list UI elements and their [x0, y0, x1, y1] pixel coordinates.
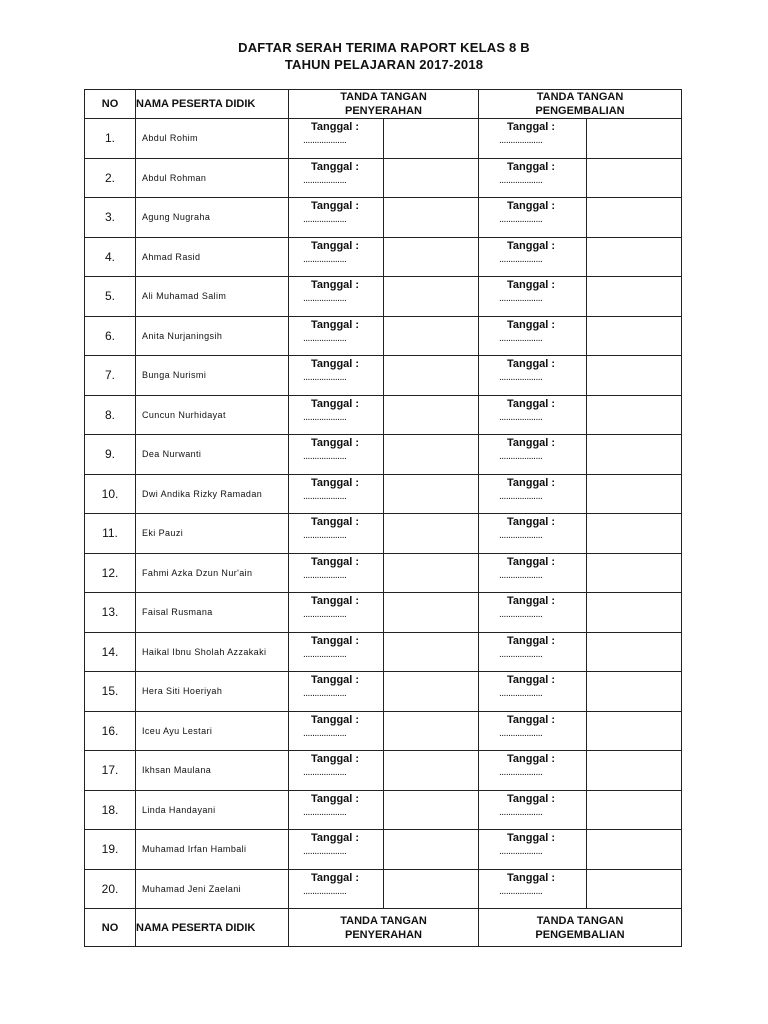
return-date-blank: ................... — [499, 530, 543, 541]
handover-date-cell[interactable] — [289, 790, 384, 830]
handover-signature-cell[interactable] — [384, 119, 479, 159]
table-row — [85, 237, 682, 277]
return-date-cell[interactable] — [479, 593, 587, 633]
return-date-blank: ................... — [499, 174, 543, 186]
handover-date-cell[interactable] — [289, 514, 384, 554]
return-date-label: Tanggal : — [507, 397, 556, 410]
handover-date-blank: ................... — [303, 214, 347, 225]
student-name: Ali Muhamad Salim — [136, 277, 289, 317]
handover-date-blank: ................... — [303, 767, 347, 778]
footer-handover-signature — [289, 909, 479, 947]
student-name: Haikal Ibnu Sholah Azzakaki — [136, 632, 289, 672]
return-date-cell[interactable] — [479, 395, 587, 435]
return-signature-cell[interactable] — [587, 435, 682, 475]
handover-signature-cell[interactable] — [384, 435, 479, 475]
row-number: 17. — [85, 751, 136, 791]
handover-date-label: Tanggal : — [311, 516, 360, 528]
return-date-cell[interactable] — [479, 356, 587, 396]
table-row — [85, 830, 682, 870]
handover-signature-cell[interactable] — [384, 553, 479, 593]
student-name: Faisal Rusmana — [136, 593, 289, 633]
handover-date-label: Tanggal : — [311, 871, 360, 884]
row-number: 1. — [85, 119, 136, 159]
return-date-label: Tanggal : — [507, 753, 556, 765]
handover-date-label: Tanggal : — [311, 753, 360, 765]
return-date-label: Tanggal : — [507, 832, 556, 844]
handover-date-label: Tanggal : — [311, 555, 360, 568]
handover-date-cell[interactable] — [289, 553, 384, 593]
table-row — [85, 356, 682, 396]
handover-signature-cell[interactable] — [384, 830, 479, 870]
header-return-signature — [479, 90, 682, 119]
return-date-cell[interactable] — [479, 119, 587, 159]
student-name: Eki Pauzi — [136, 514, 289, 554]
table-row — [85, 158, 682, 198]
handover-date-label: Tanggal : — [311, 476, 360, 489]
handover-date-blank: ................... — [303, 332, 347, 344]
handover-date-blank: ................... — [303, 253, 347, 265]
row-number: 12. — [85, 553, 136, 593]
table-row — [85, 514, 682, 554]
handover-date-label: Tanggal : — [311, 397, 360, 410]
return-date-label: Tanggal : — [507, 871, 556, 884]
return-signature-cell[interactable] — [587, 395, 682, 435]
return-date-blank: ................... — [499, 135, 543, 146]
return-date-label: Tanggal : — [507, 476, 556, 489]
row-number: 14. — [85, 632, 136, 672]
table-row — [85, 198, 682, 238]
return-date-label: Tanggal : — [507, 555, 556, 568]
return-signature-cell[interactable] — [587, 277, 682, 317]
student-name: Muhamad Jeni Zaelani — [136, 869, 289, 909]
return-date-blank: ................... — [499, 332, 543, 344]
handover-signature-cell[interactable] — [384, 514, 479, 554]
handover-date-blank: ................... — [303, 688, 347, 699]
return-signature-cell[interactable] — [587, 316, 682, 356]
handover-date-label: Tanggal : — [311, 792, 360, 805]
handover-date-blank: ................... — [303, 609, 347, 620]
row-number: 10. — [85, 474, 136, 514]
student-name: Abdul Rohman — [136, 158, 289, 198]
table-row — [85, 119, 682, 159]
handover-signature-cell[interactable] — [384, 672, 479, 712]
handover-date-label: Tanggal : — [311, 200, 360, 212]
return-date-blank: ................... — [499, 609, 543, 620]
handover-date-cell[interactable] — [289, 158, 384, 198]
student-name: Dwi Andika Rizky Ramadan — [136, 474, 289, 514]
handover-signature-cell[interactable] — [384, 869, 479, 909]
footer-handover-line1: TANDA TANGAN — [340, 914, 427, 927]
handover-date-label: Tanggal : — [311, 634, 360, 647]
return-signature-cell[interactable] — [587, 672, 682, 712]
handover-date-blank: ................... — [303, 451, 347, 462]
handover-date-label: Tanggal : — [311, 832, 360, 844]
return-date-blank: ................... — [499, 490, 543, 502]
handover-date-cell[interactable] — [289, 751, 384, 791]
student-name: Anita Nurjaningsih — [136, 316, 289, 356]
handover-date-label: Tanggal : — [311, 713, 360, 726]
handover-date-blank: ................... — [303, 411, 347, 423]
footer-no: NO — [85, 909, 136, 947]
return-date-blank: ................... — [499, 253, 543, 265]
handover-date-cell[interactable] — [289, 869, 384, 909]
handover-date-label: Tanggal : — [311, 595, 360, 607]
student-name: Dea Nurwanti — [136, 435, 289, 475]
handover-date-cell[interactable] — [289, 435, 384, 475]
return-date-blank: ................... — [499, 372, 543, 383]
handover-date-label: Tanggal : — [311, 318, 360, 331]
header-no: NO — [85, 90, 136, 119]
document-subtitle: TAHUN PELAJARAN 2017-2018 — [284, 57, 484, 72]
table-row — [85, 869, 682, 909]
handover-date-blank: ................... — [303, 293, 347, 304]
handover-date-blank: ................... — [303, 846, 347, 857]
student-name: Hera Siti Hoeriyah — [136, 672, 289, 712]
return-date-blank: ................... — [499, 293, 543, 304]
return-date-cell[interactable] — [479, 435, 587, 475]
return-date-cell[interactable] — [479, 751, 587, 791]
handover-date-cell[interactable] — [289, 672, 384, 712]
return-date-cell[interactable] — [479, 198, 587, 238]
return-date-cell[interactable] — [479, 158, 587, 198]
return-date-blank: ................... — [499, 846, 543, 857]
handover-date-label: Tanggal : — [311, 358, 360, 370]
return-date-label: Tanggal : — [507, 239, 556, 252]
row-number: 15. — [85, 672, 136, 712]
return-signature-cell[interactable] — [587, 237, 682, 277]
student-name: Bunga Nurismi — [136, 356, 289, 396]
handover-date-blank: ................... — [303, 530, 347, 541]
handover-signature-cell[interactable] — [384, 277, 479, 317]
row-number: 7. — [85, 356, 136, 396]
handover-date-blank: ................... — [303, 727, 347, 739]
row-number: 13. — [85, 593, 136, 633]
return-date-blank: ................... — [499, 806, 543, 818]
footer-handover-line2: PENYERAHAN — [344, 928, 422, 941]
handover-signature-cell[interactable] — [384, 395, 479, 435]
footer-return-line2: PENGEMBALIAN — [535, 928, 625, 941]
handover-date-cell[interactable] — [289, 237, 384, 277]
return-date-cell[interactable] — [479, 830, 587, 870]
handover-date-blank: ................... — [303, 885, 347, 897]
return-date-cell[interactable] — [479, 316, 587, 356]
table-row — [85, 593, 682, 633]
handover-date-label: Tanggal : — [311, 674, 360, 686]
handover-signature-cell[interactable] — [384, 237, 479, 277]
row-number: 19. — [85, 830, 136, 870]
student-name: Muhamad Irfan Hambali — [136, 830, 289, 870]
handover-date-cell[interactable] — [289, 356, 384, 396]
document-title: DAFTAR SERAH TERIMA RAPORT KELAS 8 B — [238, 40, 530, 55]
handover-date-label: Tanggal : — [311, 279, 360, 291]
return-date-cell[interactable] — [479, 869, 587, 909]
handover-signature-cell[interactable] — [384, 593, 479, 633]
return-date-cell[interactable] — [479, 237, 587, 277]
handover-date-label: Tanggal : — [311, 437, 360, 449]
handover-date-blank: ................... — [303, 174, 347, 186]
return-date-cell[interactable] — [479, 514, 587, 554]
return-date-blank: ................... — [499, 885, 543, 897]
return-date-label: Tanggal : — [507, 279, 556, 291]
table-footer-row — [85, 909, 682, 947]
return-signature-cell[interactable] — [587, 751, 682, 791]
table-row — [85, 672, 682, 712]
row-number: 3. — [85, 198, 136, 238]
handover-date-cell[interactable] — [289, 830, 384, 870]
return-date-cell[interactable] — [479, 672, 587, 712]
return-date-blank: ................... — [499, 688, 543, 699]
return-date-blank: ................... — [499, 411, 543, 423]
handover-signature-cell[interactable] — [384, 790, 479, 830]
student-name: Iceu Ayu Lestari — [136, 711, 289, 751]
handover-date-cell[interactable] — [289, 474, 384, 514]
table-row — [85, 751, 682, 791]
handover-signature-cell[interactable] — [384, 158, 479, 198]
header-return-line1: TANDA TANGAN — [536, 91, 624, 103]
return-date-label: Tanggal : — [507, 160, 556, 173]
handover-date-blank: ................... — [303, 490, 347, 502]
handover-date-blank: ................... — [303, 648, 347, 660]
handover-date-cell[interactable] — [289, 711, 384, 751]
table-row — [85, 790, 682, 830]
handover-date-blank: ................... — [303, 806, 347, 818]
header-name: NAMA PESERTA DIDIK — [136, 90, 289, 119]
handover-date-cell[interactable] — [289, 632, 384, 672]
return-date-blank: ................... — [499, 727, 543, 739]
handover-signature-cell[interactable] — [384, 751, 479, 791]
return-date-blank: ................... — [499, 569, 543, 581]
handover-signature-cell[interactable] — [384, 316, 479, 356]
return-date-cell[interactable] — [479, 277, 587, 317]
handover-date-label: Tanggal : — [311, 160, 360, 173]
handover-signature-cell[interactable] — [384, 711, 479, 751]
student-name: Agung Nugraha — [136, 198, 289, 238]
handover-signature-cell[interactable] — [384, 198, 479, 238]
return-signature-cell[interactable] — [587, 474, 682, 514]
return-signature-cell[interactable] — [587, 830, 682, 870]
row-number: 2. — [85, 158, 136, 198]
return-date-blank: ................... — [499, 648, 543, 660]
row-number: 16. — [85, 711, 136, 751]
table-row — [85, 474, 682, 514]
row-number: 9. — [85, 435, 136, 475]
table-body — [85, 119, 682, 909]
student-name: Ikhsan Maulana — [136, 751, 289, 791]
return-date-cell[interactable] — [479, 632, 587, 672]
handover-date-cell[interactable] — [289, 395, 384, 435]
return-date-blank: ................... — [499, 214, 543, 225]
student-name: Cuncun Nurhidayat — [136, 395, 289, 435]
table-row — [85, 316, 682, 356]
return-date-label: Tanggal : — [507, 595, 556, 607]
handover-date-blank: ................... — [303, 372, 347, 383]
return-date-label: Tanggal : — [507, 437, 556, 449]
table-row — [85, 711, 682, 751]
handover-date-blank: ................... — [303, 569, 347, 581]
return-signature-cell[interactable] — [587, 553, 682, 593]
return-date-label: Tanggal : — [507, 200, 556, 212]
return-signature-cell[interactable] — [587, 198, 682, 238]
table-row — [85, 553, 682, 593]
handover-date-cell[interactable] — [289, 277, 384, 317]
handover-date-cell[interactable] — [289, 119, 384, 159]
table-header-row — [85, 90, 682, 119]
return-date-label: Tanggal : — [507, 318, 556, 331]
row-number: 11. — [85, 514, 136, 554]
row-number: 6. — [85, 316, 136, 356]
table-row — [85, 435, 682, 475]
handover-signature-cell[interactable] — [384, 632, 479, 672]
header-handover-line1: TANDA TANGAN — [340, 91, 427, 103]
return-date-label: Tanggal : — [507, 674, 556, 686]
return-signature-cell[interactable] — [587, 119, 682, 159]
return-signature-cell[interactable] — [587, 514, 682, 554]
return-date-label: Tanggal : — [507, 634, 556, 647]
handover-signature-cell[interactable] — [384, 474, 479, 514]
handover-date-cell[interactable] — [289, 593, 384, 633]
handover-table — [84, 89, 682, 947]
header-return-line2: PENGEMBALIAN — [535, 105, 625, 117]
return-date-cell[interactable] — [479, 711, 587, 751]
return-signature-cell[interactable] — [587, 632, 682, 672]
return-date-label: Tanggal : — [507, 358, 556, 370]
row-number: 20. — [85, 869, 136, 909]
handover-date-label: Tanggal : — [311, 121, 360, 133]
return-date-cell[interactable] — [479, 553, 587, 593]
return-date-label: Tanggal : — [507, 713, 556, 726]
footer-return-line1: TANDA TANGAN — [536, 914, 624, 927]
handover-date-cell[interactable] — [289, 316, 384, 356]
student-name: Linda Handayani — [136, 790, 289, 830]
return-signature-cell[interactable] — [587, 711, 682, 751]
row-number: 5. — [85, 277, 136, 317]
return-date-blank: ................... — [499, 767, 543, 778]
row-number: 18. — [85, 790, 136, 830]
return-signature-cell[interactable] — [587, 593, 682, 633]
handover-date-blank: ................... — [303, 135, 347, 146]
row-number: 8. — [85, 395, 136, 435]
footer-return-signature — [479, 909, 682, 947]
student-name: Ahmad Rasid — [136, 237, 289, 277]
return-date-label: Tanggal : — [507, 121, 556, 133]
return-date-label: Tanggal : — [507, 516, 556, 528]
handover-date-label: Tanggal : — [311, 239, 360, 252]
student-name: Abdul Rohim — [136, 119, 289, 159]
handover-date-cell[interactable] — [289, 198, 384, 238]
return-date-cell[interactable] — [479, 790, 587, 830]
return-signature-cell[interactable] — [587, 356, 682, 396]
table-row — [85, 632, 682, 672]
student-name: Fahmi Azka Dzun Nur'ain — [136, 553, 289, 593]
return-date-label: Tanggal : — [507, 792, 556, 805]
return-date-blank: ................... — [499, 451, 543, 462]
footer-name: NAMA PESERTA DIDIK — [136, 909, 289, 947]
handover-signature-cell[interactable] — [384, 356, 479, 396]
row-number: 4. — [85, 237, 136, 277]
return-signature-cell[interactable] — [587, 790, 682, 830]
return-signature-cell[interactable] — [587, 869, 682, 909]
header-handover-signature — [289, 90, 479, 119]
header-handover-line2: PENYERAHAN — [344, 105, 422, 117]
return-signature-cell[interactable] — [587, 158, 682, 198]
return-date-cell[interactable] — [479, 474, 587, 514]
table-row — [85, 395, 682, 435]
table-row — [85, 277, 682, 317]
